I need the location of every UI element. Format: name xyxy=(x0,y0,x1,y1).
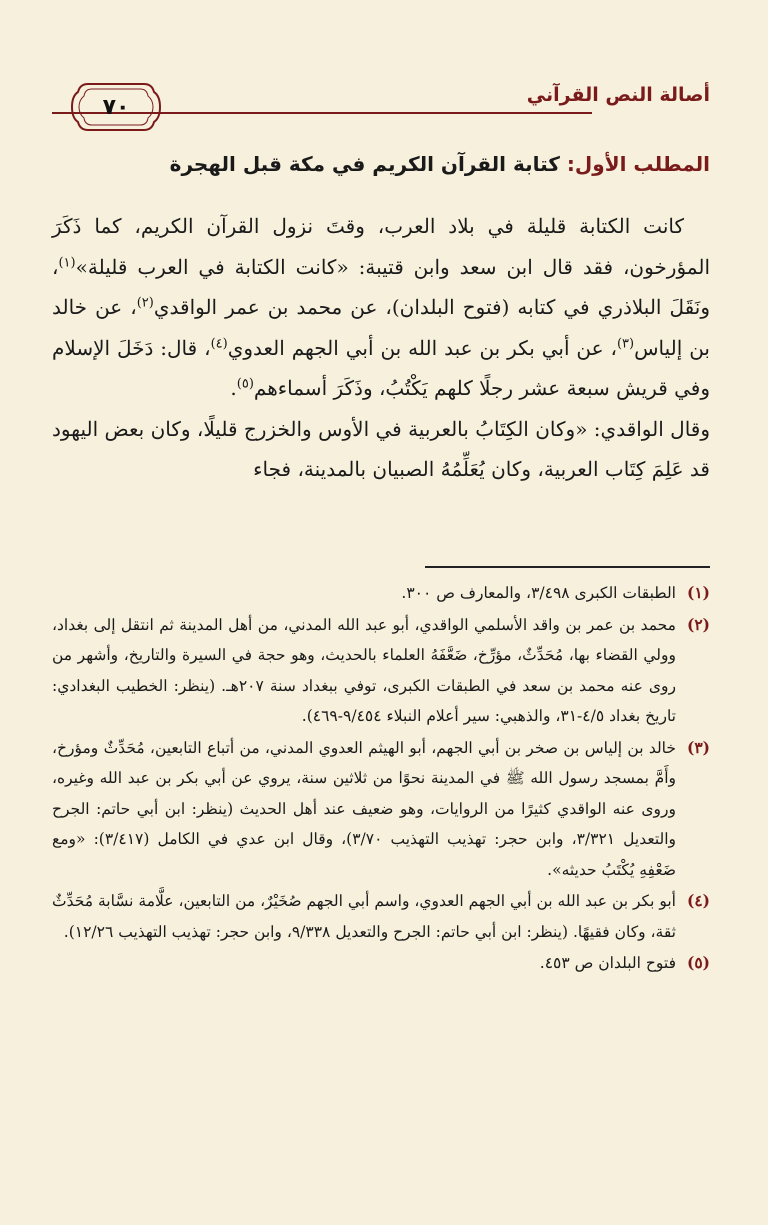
footnote-ref-3[interactable]: (٣) xyxy=(616,335,635,351)
page-header xyxy=(52,78,710,138)
page-number: ٧٠ xyxy=(102,94,130,120)
paragraph-1 xyxy=(52,206,710,409)
footnote-text: خالد بن إلياس بن صخر بن أبي الجهم، أبو الهيثم العدوي المدني، من أتباع التابعين، مُحَدِّثٌ ومؤرخ، وأَمَّ بمسجد رسول الله ﷺ في المدينة نحوًا من ثلاثين سنة، يروي عن أبي بكر بن عبد الله وغيره، وروى عنه الواقدي كثيرًا من الروايات، وهو ضعيف عند أهل الحديث (ينظر: ابن أبي حاتم: الجرح والتعديل ٣/٣٢١، وابن حجر: تهذيب التهذيب ٣/٧٠)، وقال ابن عدي في الكامل (٣/٤١٧): «ومع ضَعْفِهِ يُكْتَبُ حديثه». xyxy=(52,738,677,879)
paragraph-2: وقال الواقدي: «وكان الكِتَابُ بالعربية في الأوس والخزرج قليلًا، وكان بعض اليهود قد عَلِمَ كِتَاب العربية، وكان يُعَلِّمُهُ الصبيان بالمدينة، فجاء xyxy=(52,416,711,481)
section-label: المطلب الأول: xyxy=(566,152,710,176)
footnote-number: (٥) xyxy=(686,953,710,972)
paragraph-1-text-3: ، عن خالد بن إلياس xyxy=(52,295,710,360)
footnote-item xyxy=(52,886,710,947)
paragraph-1-text-2: ، ونَقَلَ البلاذري في كتابه (فتوح البلدان)، عن محمد بن عمر الواقدي xyxy=(52,254,710,319)
footnote-item xyxy=(52,578,710,609)
paragraph-1-text-4: ، عن أبي بكر بن عبد الله بن أبي الجهم العدوي xyxy=(227,335,617,360)
footnote-number: (٤) xyxy=(686,891,710,910)
section-title: كتابة القرآن الكريم في مكة قبل الهجرة xyxy=(169,152,560,176)
footnote-item xyxy=(52,610,710,732)
footnote-number: (٣) xyxy=(686,737,710,757)
footnote-ref-5[interactable]: (٥) xyxy=(236,376,254,392)
footnotes xyxy=(52,578,710,980)
footnote-item xyxy=(52,948,710,979)
section-heading xyxy=(170,152,710,176)
footnote-number: (١) xyxy=(686,583,710,602)
paragraph-1-text-1: كانت الكتابة قليلة في بلاد العرب، وقتَ نزول القرآن الكريم، كما ذَكَرَ المؤرخون، فقد قال ابن سعد وابن قتيبة: «كانت الكتابة في العرب قليلة» xyxy=(52,214,710,279)
paragraph-1-text-6: . xyxy=(230,376,237,400)
footnote-item xyxy=(52,733,710,886)
paragraph-1-text-5: ، قال: دَخَلَ الإسلام وفي قريش سبعة عشر رجلًا كلهم يَكْتُبُ، وذَكَرَ أسماءهم xyxy=(52,335,710,400)
footnote-ref-4[interactable]: (٤) xyxy=(210,335,228,351)
footnote-text: فتوح البلدان ص ٤٥٣. xyxy=(539,954,676,972)
body-text xyxy=(52,206,710,490)
footnote-ref-2[interactable]: (٢) xyxy=(136,295,154,311)
page-number-frame xyxy=(70,78,162,136)
footnote-text: أبو بكر بن عبد الله بن أبي الجهم العدوي، واسم أبي الجهم صُخَيْرٌ، من التابعين، علَّامة نسَّابة مُحَدِّثٌ ثقة، وكان فقيهًا. (ينظر: ابن أبي حاتم: الجرح والتعديل ٩/٣٣٨، وابن حجر: تهذيب التهذيب ١٢/٢٦). xyxy=(52,892,676,941)
footnote-ref-1[interactable]: (١) xyxy=(58,254,76,270)
footnote-divider xyxy=(425,566,710,568)
footnote-text: محمد بن عمر بن واقد الأسلمي الواقدي، أبو عبد الله المدني، من أهل المدينة ثم انتقل إلى بغداد، وولي القضاء بها، مُحَدِّثٌ، مؤرِّخ، ضَعَّفَهُ العلماء بالحديث، وهو حجة في السيرة والتاريخ، وأشهر من روى عنه محمد بن سعد في الطبقات الكبرى، توفي ببغداد سنة ٢٠٧هـ. (ينظر: الخطيب البغدادي: تاريخ بغداد ٤/٥-٣١، والذهبي: سير أعلام النبلاء ٩/٤٥٤-٤٦٩). xyxy=(52,615,677,725)
running-title: أصالة النص القرآني xyxy=(526,84,710,106)
footnote-number: (٢) xyxy=(686,614,710,634)
footnote-text: الطبقات الكبرى ٣/٤٩٨، والمعارف ص ٣٠٠. xyxy=(401,584,676,602)
